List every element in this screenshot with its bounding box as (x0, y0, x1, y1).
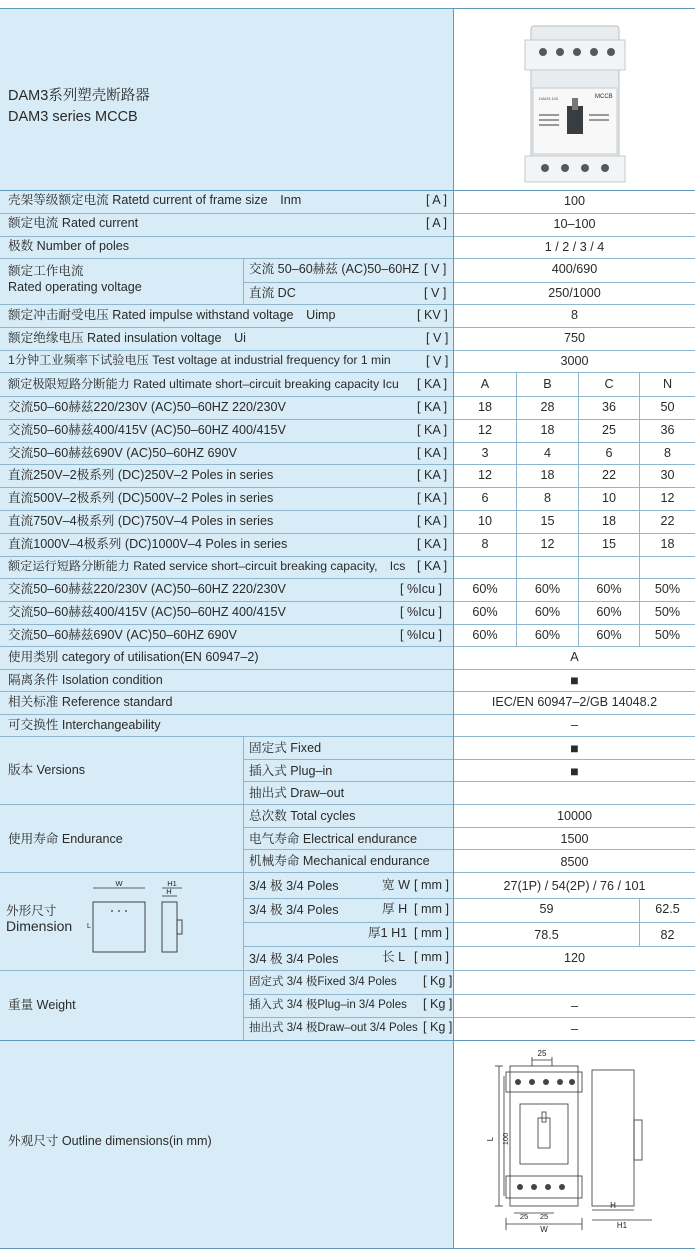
icu-row-unit: [ KA ] (417, 514, 448, 528)
outline-h1-label: H1 (616, 1221, 628, 1230)
dim-h-name: 厚 H (382, 902, 408, 916)
version-item-label: 固定式 Fixed (249, 741, 322, 755)
title-zh: DAM3系列塑壳断路器 (8, 88, 150, 104)
endurance-item-label: 电气寿命 Electrical endurance (249, 832, 417, 846)
dimension-sketch (82, 878, 192, 958)
icu-row-label: 交流50–60赫兹690V (AC)50–60HZ 690V (8, 446, 237, 460)
ac-voltage-unit: [ V ] (424, 262, 447, 276)
icu-row-value: 8 (543, 491, 551, 505)
weight-item-unit: [ Kg ] (423, 997, 453, 1011)
dimension-label-en: Dimension (6, 918, 73, 934)
icu-row-value: 6 (605, 446, 613, 460)
dim-h1-unit: [ mm ] (414, 926, 449, 940)
icu-row-value: 15 (601, 537, 616, 551)
dim-w-poles: 3/4 极 3/4 Poles (249, 879, 339, 893)
ics-row-unit: [ %Icu ] (400, 628, 442, 642)
weight-item-value: – (570, 1022, 578, 1036)
icu-row-value: 3 (481, 446, 489, 460)
outline-top-25: 25 (537, 1049, 547, 1058)
sketch-w-label: W (115, 879, 123, 888)
dim-w-unit: [ mm ] (414, 878, 449, 892)
reference-label: 相关标准 Reference standard (8, 695, 173, 709)
interchange-label: 可交换性 Interchangeability (8, 718, 161, 732)
ics-row-value: 60% (472, 605, 498, 619)
dim-w-value: 27(1P) / 54(2P) / 76 / 101 (503, 879, 646, 893)
ics-row-label: 交流50–60赫兹690V (AC)50–60HZ 690V (8, 628, 237, 642)
dim-h1-name: 厚1 H1 (368, 926, 408, 940)
endurance-item-label: 机械寿命 Mechanical endurance (249, 854, 430, 868)
version-item-value: ■ (570, 763, 579, 779)
poles-value: 1 / 2 / 3 / 4 (544, 240, 605, 254)
sketch-l-label: L (87, 923, 91, 930)
icu-row-value: 12 (540, 537, 555, 551)
icu-row-value: 18 (540, 468, 555, 482)
ics-row-unit: [ %Icu ] (400, 605, 442, 619)
test-voltage-unit: [ V ] (426, 354, 449, 368)
sketch-h-label: H (166, 887, 172, 896)
outline-label: 外观尺寸 Outline dimensions(in mm) (8, 1134, 212, 1148)
utilisation-value: A (570, 650, 579, 664)
dim-l-name: 长 L (382, 950, 406, 964)
endurance-item-value: 10000 (556, 809, 593, 823)
ics-row-value: 60% (534, 582, 561, 596)
icu-row-value: 12 (477, 468, 492, 482)
versions-label: 版本 Versions (8, 763, 85, 777)
ics-row-label: 交流50–60赫兹220/230V (AC)50–60HZ 220/230V (8, 582, 286, 596)
icu-row-unit: [ KA ] (417, 537, 448, 551)
test-voltage-label: 1分钟工业频率下试验电压 Test voltage at industrial frequency for 1 min (8, 353, 391, 367)
dim-h-value-alt: 62.5 (655, 902, 680, 916)
poles-label: 极数 Number of poles (8, 239, 130, 253)
version-item-value: ■ (570, 740, 579, 756)
icu-row-value: 18 (601, 514, 616, 528)
dim-h-unit: [ mm ] (414, 902, 449, 916)
icu-row-value: 25 (601, 423, 616, 437)
weight-item-unit: [ Kg ] (423, 974, 453, 988)
insulation-label: 额定绝缘电压 Rated insulation voltage Ui (8, 331, 246, 345)
icu-row-value: 18 (660, 537, 675, 551)
dim-h1-value-34: 78.5 (534, 928, 559, 942)
outline-bottom-25b: 25 (539, 1212, 549, 1221)
endurance-item-label: 总次数 Total cycles (249, 809, 356, 823)
ics-row-value: 60% (596, 582, 622, 596)
insulation-unit: [ V ] (426, 331, 449, 345)
ics-row-value: 60% (472, 582, 498, 596)
reference-value: IEC/EN 60947–2/GB 14048.2 (491, 695, 658, 709)
icu-row-value: 15 (540, 514, 555, 528)
icu-row-value: 30 (660, 468, 675, 482)
weight-item-unit: [ Kg ] (423, 1020, 453, 1034)
weight-item-value: – (570, 999, 578, 1013)
impulse-unit: [ KV ] (417, 308, 448, 322)
ics-row-label: 交流50–60赫兹400/415V (AC)50–60HZ 400/415V (8, 605, 286, 619)
icu-row-value: 22 (601, 468, 616, 482)
icu-row-unit: [ KA ] (417, 423, 448, 437)
insulation-value: 750 (563, 331, 585, 345)
icu-row-label: 交流50–60赫兹220/230V (AC)50–60HZ 220/230V (8, 400, 286, 414)
outline-drawing (468, 1048, 673, 1233)
rated-current-label: 额定电流 Rated current (8, 216, 139, 230)
utilisation-label: 使用类别 category of utilisation(EN 60947–2) (8, 650, 259, 664)
impulse-value: 8 (570, 308, 578, 322)
icu-header-label: 额定极限短路分断能力 Rated ultimate short–circuit breaking capacity Icu (8, 377, 399, 391)
dim-h-value-34: 59 (539, 902, 554, 916)
icu-col-n: N (662, 377, 673, 391)
dc-voltage-value: 250/1000 (548, 286, 601, 300)
icu-row-unit: [ KA ] (417, 468, 448, 482)
icu-row-value: 22 (660, 514, 675, 528)
icu-row-value: 50 (660, 400, 675, 414)
ics-row-value: 60% (472, 628, 498, 642)
interchange-value: – (570, 718, 578, 732)
icu-row-value: 6 (481, 491, 489, 505)
endurance-item-value: 1500 (560, 832, 589, 846)
weight-item-label: 抽出式 3/4 极Draw–out 3/4 Poles (249, 1022, 418, 1034)
outline-bottom-25a: 25 (519, 1212, 529, 1221)
rated-current-unit: [ A ] (426, 216, 448, 230)
product-model-label: MCCB (595, 94, 613, 100)
dim-l-value: 120 (563, 951, 585, 965)
icu-row-value: 4 (543, 446, 551, 460)
outline-100-label: 100 (501, 1132, 510, 1146)
dim-h-poles: 3/4 极 3/4 Poles (249, 903, 339, 917)
sketch-h1-label: H1 (167, 879, 177, 888)
outline-w-label: W (540, 1225, 548, 1233)
icu-col-c: C (604, 377, 614, 391)
icu-row-label: 直流750V–4极系列 (DC)750V–4 Poles in series (8, 514, 274, 528)
dim-w-name: 宽 W (382, 878, 410, 892)
ics-header-unit: [ KA ] (417, 559, 448, 573)
icu-row-value: 8 (481, 537, 489, 551)
weight-item-label: 插入式 3/4 极Plug–in 3/4 Poles (249, 999, 407, 1011)
dimension-label-zh: 外形尺寸 (6, 904, 57, 918)
icu-row-label: 直流250V–2极系列 (DC)250V–2 Poles in series (8, 468, 274, 482)
icu-row-value: 10 (601, 491, 616, 505)
icu-row-unit: [ KA ] (417, 491, 448, 505)
icu-row-value: 18 (477, 400, 492, 414)
icu-row-unit: [ KA ] (417, 446, 448, 460)
frame-current-label: 壳架等级额定电流 Ratetd current of frame size Inm (8, 193, 302, 207)
icu-row-value: 10 (477, 514, 492, 528)
icu-row-label: 交流50–60赫兹400/415V (AC)50–60HZ 400/415V (8, 423, 286, 437)
outline-h-label: H (610, 1201, 616, 1210)
ac-voltage-value: 400/690 (551, 262, 598, 276)
icu-header-unit: [ KA ] (417, 377, 448, 391)
ics-row-value: 60% (596, 605, 622, 619)
title-en: DAM3 series MCCB (8, 109, 138, 125)
ac-voltage-label: 交流 50–60赫兹 (AC)50–60HZ (249, 262, 420, 276)
endurance-item-value: 8500 (560, 855, 589, 869)
weight-label: 重量 Weight (8, 998, 76, 1012)
ics-row-value: 50% (654, 605, 681, 619)
endurance-label: 使用寿命 Endurance (8, 832, 123, 846)
icu-row-value: 28 (540, 400, 555, 414)
ics-row-value: 50% (654, 628, 681, 642)
icu-row-value: 12 (477, 423, 492, 437)
rated-current-value: 10–100 (553, 217, 596, 231)
ics-row-value: 60% (534, 605, 561, 619)
dim-l-unit: [ mm ] (414, 950, 449, 964)
dc-voltage-label: 直流 DC (249, 286, 296, 300)
ics-row-value: 50% (654, 582, 681, 596)
dim-h1-value-alt: 82 (660, 928, 675, 942)
icu-row-value: 18 (540, 423, 555, 437)
dc-voltage-unit: [ V ] (424, 286, 447, 300)
icu-row-value: 8 (663, 446, 671, 460)
ics-row-value: 60% (534, 628, 561, 642)
version-item-label: 插入式 Plug–in (249, 764, 333, 778)
icu-col-a: A (480, 377, 490, 391)
icu-row-unit: [ KA ] (417, 400, 448, 414)
icu-row-value: 36 (601, 400, 616, 414)
frame-current-unit: [ A ] (426, 193, 448, 207)
isolation-label: 隔离条件 Isolation condition (8, 673, 163, 687)
dim-l-poles: 3/4 极 3/4 Poles (249, 952, 339, 966)
operating-voltage-label-en: Rated operating voltage (8, 280, 142, 294)
icu-col-b: B (543, 377, 552, 391)
operating-voltage-label-zh: 额定工作电流 (8, 264, 84, 278)
icu-row-label: 直流500V–2极系列 (DC)500V–2 Poles in series (8, 491, 274, 505)
product-brand-label: DAM3-100 (539, 96, 559, 101)
frame-current-value: 100 (563, 194, 585, 208)
version-item-label: 抽出式 Draw–out (249, 786, 345, 800)
ics-row-unit: [ %Icu ] (400, 582, 442, 596)
icu-row-value: 36 (660, 423, 675, 437)
impulse-label: 额定冲击耐受电压 Rated impulse withstand voltage Uimp (8, 308, 336, 322)
weight-item-label: 固定式 3/4 极Fixed 3/4 Poles (249, 976, 397, 988)
outline-l-label: L (486, 1136, 495, 1142)
ics-header-label: 额定运行短路分断能力 Rated service short–circuit breaking capacity, Ics (8, 559, 406, 573)
isolation-value: ■ (570, 672, 579, 688)
product-image (515, 18, 635, 188)
icu-row-value: 12 (660, 491, 675, 505)
test-voltage-value: 3000 (560, 354, 589, 368)
icu-row-label: 直流1000V–4极系列 (DC)1000V–4 Poles in series (8, 537, 288, 551)
ics-row-value: 60% (596, 628, 622, 642)
